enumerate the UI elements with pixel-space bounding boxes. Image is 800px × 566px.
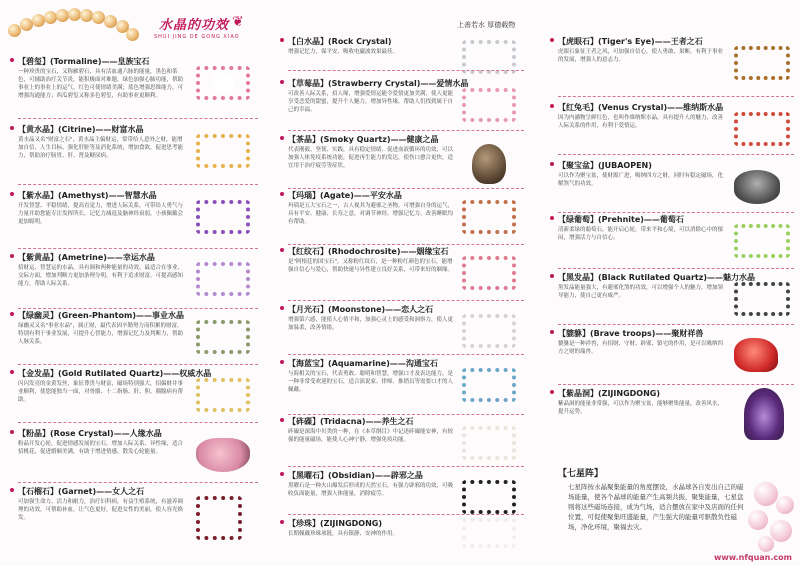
amethyst-geode-icon bbox=[744, 388, 784, 440]
crystal-desc: 因为内涵物呈鲜红色，也叫作维纳斯水晶，具有提升人的魅力，改善人际关系的作用，有利于爱情运。 bbox=[558, 115, 724, 129]
crystal-name: 【红纹石】(Rhodochrosite)——姻缘宝石 bbox=[288, 247, 449, 256]
crystal-sphere-icon bbox=[770, 520, 792, 542]
crystal-name: 【虎眼石】(Tiger's Eye)——王者之石 bbox=[558, 37, 703, 46]
crystal-desc: 可改善人际关系，招人缘，增强爱情运能令爱情更加美满，使人更能享受恋爱的甜蜜，提升个人魅力，增加异性缘，帮助人们找到属于自己的幸福。 bbox=[288, 91, 454, 113]
crystal-name: 【珍珠】(ZIJINGDONG) bbox=[288, 519, 383, 528]
strawberry-crystal-bracelet-icon bbox=[462, 88, 516, 122]
crystal-name: 【紫晶洞】(ZIJINGDONG) bbox=[558, 389, 661, 398]
crystal-desc: 清新柔绿的葡萄石，能开启心轮，带来平和心境，可以消除心中的郁闷，增强活力与自信心。 bbox=[558, 227, 724, 241]
crystal-desc: 紫晶洞的能量非常强，可以作为聚宝盆，能够聚集能量，改善风水，提升运势。 bbox=[558, 401, 724, 415]
prehnite-bracelet-icon bbox=[734, 224, 790, 258]
crystal-name: 【紫黄晶】(Ametrine)——幸运水晶 bbox=[18, 253, 155, 262]
crystal-name: 【粉晶】(Rose Crystal)——人缘水晶 bbox=[18, 429, 162, 438]
crystal-name: 【金发晶】(Gold Rutilated Quartz)——权威水晶 bbox=[18, 369, 212, 378]
smoky-quartz-pendant-icon bbox=[472, 144, 506, 184]
swirl-ornament-icon: ❦ bbox=[232, 14, 244, 30]
pearl-bracelet-icon bbox=[462, 518, 516, 548]
crystal-desc: 绿幽灵又名"事业水晶"，属正财，最代表因辛勤努力而积累的财富，特别有利于事业发展，可提升心智能力，增强记忆力及判断力，帮助人脉关系。 bbox=[18, 323, 184, 345]
agate-bracelet-icon bbox=[462, 200, 516, 234]
citrine-necklace-icon bbox=[196, 134, 250, 168]
crystal-name: 【紫水晶】(Amethyst)——智慧水晶 bbox=[18, 191, 157, 200]
tridacna-bracelet-icon bbox=[462, 426, 516, 460]
crystal-name: 【碧玺】(Tormaline)——皇族宝石 bbox=[18, 57, 150, 66]
crystal-name: 【貔貅】(Brave troops)——聚财祥兽 bbox=[558, 329, 704, 338]
green-phantom-bracelet-icon bbox=[196, 320, 250, 354]
gold-rutilated-bracelet-icon bbox=[196, 378, 250, 412]
crystal-name: 【月光石】(Moonstone)——恋人之石 bbox=[288, 305, 434, 314]
crystal-desc: 增强记忆力，保平安，吸收电磁波效果最佳。 bbox=[288, 49, 399, 55]
crystal-desc: 虎眼石象征王者之风，可加强自信心，使人勇敢、果断，有利于事业的发展，增强人的意志力。 bbox=[558, 49, 724, 63]
crystal-desc: 一种珍贵的宝石，又称雁碧石，具有活血通六脉的能量，黑色和茶色，可辅助治疗关节炎，能积极面对难题，绿色加强心肺功能，帮助事业上的事业上的运气。红色可使情绪美满；蓝色增强思维能力，可增强沟通能力；西瓜碧玺又称多色碧玺，有助事业更顺利。 bbox=[18, 69, 184, 99]
crystal-desc: 可加强生命力、活力和耐力，治疗妇科病，有益生殖系统，有滋养调理的功效，可帮助补血，让气色更好，促进女性的美丽，使人容光焕发。 bbox=[18, 499, 184, 521]
obsidian-bracelet-icon bbox=[462, 480, 516, 514]
crystal-desc: 黄水晶又名"财富之石"，黄水晶主偏财运，常带给人意外之财，能增加自信，人生目标、强化肝脏等及消化系统，增加食欲，促进思考能力，帮助治疗肠胃、肝、肾及糖尿病。 bbox=[18, 137, 184, 159]
amethyst-bracelet-icon bbox=[196, 200, 250, 234]
qixing-desc: 七星阵按水晶聚集能量的角度摆设，水晶球各自发出自己的磁场能量，使各个晶球的能量产生高频共振，聚集能量，七星盘则将这些磁场连接，成为气场，适合摆放在家中及店面的任何位置，可促使聚集旺盛能量，产生强大的能量可驱散负性磁场，净化环境，聚福去灾。 bbox=[568, 483, 744, 531]
crystal-name: 【黄水晶】(Citrine)——财富水晶 bbox=[18, 125, 144, 134]
header-slogan: 上善若水 厚德载物 bbox=[457, 21, 516, 29]
banner-subtitle: SHUI JING DE GONG XIAO bbox=[154, 34, 240, 40]
crystal-name: 【红兔毛】(Venus Crystal)——维纳斯水晶 bbox=[558, 103, 724, 112]
crystal-name: 【砗磲】(Tridacna)——养生之石 bbox=[288, 417, 414, 426]
crystal-desc: 开发智慧、平稳情绪，提高直觉力，增进人际关系，可带给人勇气与力量并助您能专注发挥所长，记忆力减退及脑神经衰弱，小孩佩戴会更加聪明。 bbox=[18, 203, 184, 225]
aquamarine-bracelet-icon bbox=[462, 368, 516, 402]
crystal-name: 【黑发晶】(Black Rutilated Quartz)——魅力水晶 bbox=[558, 273, 756, 282]
crystal-sphere-icon bbox=[748, 510, 768, 530]
venus-crystal-bracelet-icon bbox=[734, 112, 790, 146]
crystal-desc: 可以作为聚宝盆，使财源广进，吸纳四方之财，同时有稳定磁场，化解煞气的功效。 bbox=[558, 173, 724, 187]
crystal-desc: 增强第六感，能使人心情平和，加强心灵上的感受和洞察力，使人更加温柔，改善情绪。 bbox=[288, 317, 454, 331]
crystal-desc: 招财运、智慧运的水晶，具有调和两种能量的功效，最适合在事业、交际方面，增加判断力更加条理分明，有利于追求财富。可提高感知能力，帮助人际关系。 bbox=[18, 265, 184, 287]
crystal-sphere-icon bbox=[758, 536, 774, 552]
banner-title: 水晶的功效 bbox=[159, 18, 230, 33]
crystal-desc: 是"阿根廷的国宝石"，又称粉红纹石，是一种粉红颜色的宝石，能增强自信心与爱心，帮助快速与异性建立良好关系，可带来好的姻缘。 bbox=[288, 259, 454, 273]
crystal-desc: 黑发晶能量强大，有避邪化煞的功效，可以增强个人的魅力，增加领导能力，使自己更有威严。 bbox=[558, 285, 724, 299]
crystal-desc: 闪闪发亮的金黄发丝，象征尊贵与财富，磁场特别强大，招偏财并事业顺利，使您能独当一面，对骨骼、十二指肠、肝、胆、胰腺病有帮助。 bbox=[18, 381, 184, 403]
crystal-desc: 长期佩戴珍珠项链，具有镇静、安神的作用。 bbox=[288, 531, 399, 537]
crystal-desc: 粉晶开发心轮，促进情感发展的宝石，增加人际关系、异性缘，适合招桃花、促进婚姻美满，有助于增进情感，散发心轮能量。 bbox=[18, 441, 184, 455]
rose-quartz-pendant-icon bbox=[196, 438, 250, 472]
crystal-sphere-icon bbox=[776, 496, 794, 514]
crystal-name: 【白水晶】(Rock Crystal) bbox=[288, 37, 392, 46]
qixing-title: 【七星阵】 bbox=[558, 469, 604, 479]
rhodochrosite-bracelet-icon bbox=[462, 256, 516, 290]
crystal-name: 【石榴石】(Garnet)——女人之石 bbox=[18, 487, 145, 496]
watermark: www.nfquan.com bbox=[713, 553, 792, 562]
crystal-name: 【海蓝宝】(Aquamarine)——沟通宝石 bbox=[288, 359, 438, 368]
crystal-desc: 与海相关的宝石，代表勇敢、聪明和智慧，增强口才及表达能力，是一种非常受欢迎的宝石，适合演说家、律师、推销员等需要口才的人佩戴。 bbox=[288, 371, 454, 393]
crystal-desc: 貔貅是一种祥兽，有招财、守财、辟邪、镇宅的作用，是可以吸纳四方之财的瑞兽。 bbox=[558, 341, 724, 355]
tourmaline-bracelet-icon bbox=[196, 66, 250, 100]
crystal-name: 【黑曜石】(Obsidian)——辟邪之晶 bbox=[288, 471, 423, 480]
crystal-name: 【草莓晶】(Strawberry Crystal)——爱情水晶 bbox=[288, 79, 469, 88]
ametrine-bracelet-icon bbox=[196, 262, 250, 296]
black-rutilated-bracelet-icon bbox=[734, 282, 790, 316]
treasure-bowl-icon bbox=[734, 170, 780, 204]
crystal-name: 【玛瑙】(Agate)——平安水晶 bbox=[288, 191, 402, 200]
crystal-name: 【绿葡萄】(Prehnite)——葡萄石 bbox=[558, 215, 684, 224]
garnet-necklace-icon bbox=[196, 496, 242, 540]
column-1 bbox=[0, 0, 264, 566]
crystal-desc: 代表刚毅、坚韧、实践，具有稳定情绪、促进血液循环的功效，可以加强人体免疫系统功能，促进再生能力的发达，使伤口愈合更快，适宜用于治疗疲劳等症状。 bbox=[288, 147, 454, 169]
crystal-name: 【聚宝盆】(JUBAOPEN) bbox=[558, 161, 652, 170]
crystal-desc: 黑曜石是一种火山爆发后形成的天然宝石，有强力辟邪的功效，可吸收负面能量，增强人体能量，消除疲劳。 bbox=[288, 483, 454, 497]
crystal-desc: 玛瑙是五大宝石之一，古人视其为避邪之圣物，可增强自身的运气，具有平安、健康、长寿之意，对调节神经、增强记忆力、改善睡眠均有帮助。 bbox=[288, 203, 454, 225]
moonstone-bracelet-icon bbox=[462, 314, 516, 348]
rock-crystal-bracelet-icon bbox=[462, 40, 516, 74]
column-2 bbox=[270, 0, 532, 566]
tigers-eye-bracelet-icon bbox=[734, 46, 790, 80]
crystal-desc: 砗磲是深海中贝类的一种，在《本草纲目》中记述砗磲能安神，有较强的能量磁场，能使人心神宁静，增强免疫功能。 bbox=[288, 429, 454, 443]
crystal-sphere-icon bbox=[754, 482, 778, 506]
crystal-name: 【茶晶】(Smoky Quartz)——健康之晶 bbox=[288, 135, 439, 144]
crystal-name: 【绿幽灵】(Green-Phantom)——事业水晶 bbox=[18, 311, 184, 320]
pixiu-figure-icon bbox=[734, 338, 778, 372]
